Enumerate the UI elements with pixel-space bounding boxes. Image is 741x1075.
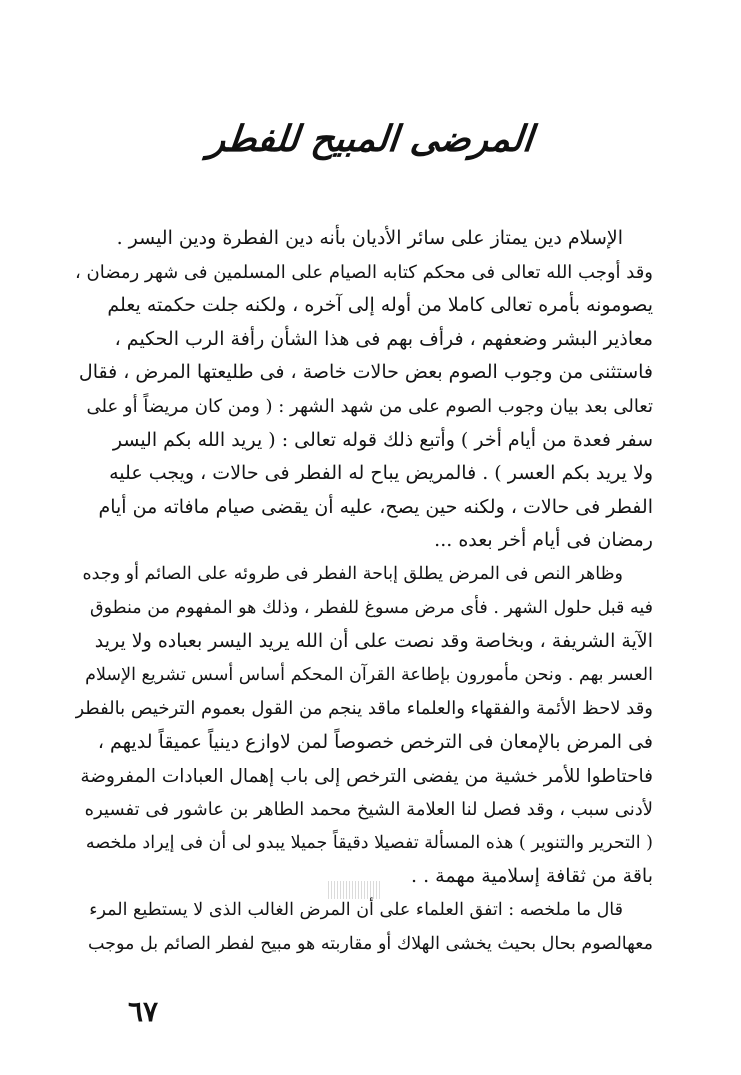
- text-line: فاستثنى من وجوب الصوم بعض حالات خاصة ، فى طليعتها المرض ، فقال: [78, 361, 653, 384]
- text-line: العسر بهم . ونحن مأمورون بإطاعة القرآن المحكم أساس أسس تشريع الإسلام: [85, 664, 653, 685]
- text-line: وظاهر النص فى المرض يطلق إباحة الفطر فى طروئه على الصائم أو وجده: [82, 564, 623, 584]
- text-line: ولا يريد بكم العسر ) . فالمريض يباح له الفطر فى حالات ، ويجب عليه: [109, 462, 653, 485]
- text-line: وقد أوجب الله تعالى فى محكم كتابه الصيام على المسلمين فى شهر رمضان ،: [75, 261, 653, 283]
- paragraph-1: [75, 222, 653, 558]
- text-line: الإسلام دين يمتاز على سائر الأديان بأنه دين الفطرة ودين اليسر .: [116, 227, 623, 249]
- text-line: الفطر فى حالات ، ولكنه حين يصح، عليه أن يقضى صيام مافاته من أيام: [98, 495, 653, 518]
- text-line: فى المرض بالإمعان فى الترخص خصوصاً لمن لاوازع دينياً عميقاً لديهم ،: [97, 730, 653, 753]
- text-line: تعالى بعد بيان وجوب الصوم على من شهد الشهر : ( ومن كان مريضاً أو على: [86, 395, 653, 417]
- text-line: الآية الشريفة ، وبخاصة وقد نصت على أن الله يريد اليسر بعباده ولا يريد: [94, 630, 653, 653]
- text-line: وقد لاحظ الأئمة والفقهاء والعلماء ماقد ينجم من القول بعموم الترخيص بالفطر: [75, 698, 653, 720]
- text-line: معهالصوم بحال بحيث يخشى الهلاك أو مقاربته هو مبيح لفطر الصائم بل موجب: [88, 933, 653, 954]
- text-line: لأدنى سبب ، وقد فصل لنا العلامة الشيخ محمد الطاهر بن عاشور فى تفسيره: [84, 799, 653, 821]
- text-line: باقة من ثقافة إسلامية مهمة . .: [411, 865, 653, 888]
- text-line: سفر فعدة من أيام أخر ) وأتبع ذلك قوله تعالى : ( يريد الله بكم اليسر: [112, 428, 653, 451]
- paragraph-2: [75, 558, 653, 894]
- text-line: رمضان فى أيام أخر بعده ...: [434, 529, 653, 552]
- text-line: معاذير البشر وضعفهم ، فرأف بهم فى هذا الشأن رأفة الرب الحكيم ،: [114, 327, 653, 350]
- page-number: ٦٧: [128, 995, 159, 1028]
- text-line: يصومونه بأمره تعالى كاملا من أوله إلى آخره ، ولكنه جلت حكمته يعلم: [107, 294, 653, 317]
- text-line: فيه قبل حلول الشهر . فأى مرض مسوغ للفطر ، وذلك هو المفهوم من منطوق: [90, 597, 653, 618]
- chapter-heading: المرضى المبيح للفطر: [206, 118, 535, 160]
- text-line: فاحتاطوا للأمر خشية من يفضى الترخص إلى باب إهمال العبادات المفروضة: [80, 765, 653, 787]
- paragraph-3: [75, 894, 653, 961]
- text-line: قال ما ملخصه : اتفق العلماء على أن المرض الغالب الذى لا يستطيع المرء: [89, 900, 623, 920]
- text-line: ( التحرير والتنوير ) هذه المسألة تفصيلا دقيقاً جميلا يبدو لى أن فى إيراد ملخصه: [85, 832, 653, 853]
